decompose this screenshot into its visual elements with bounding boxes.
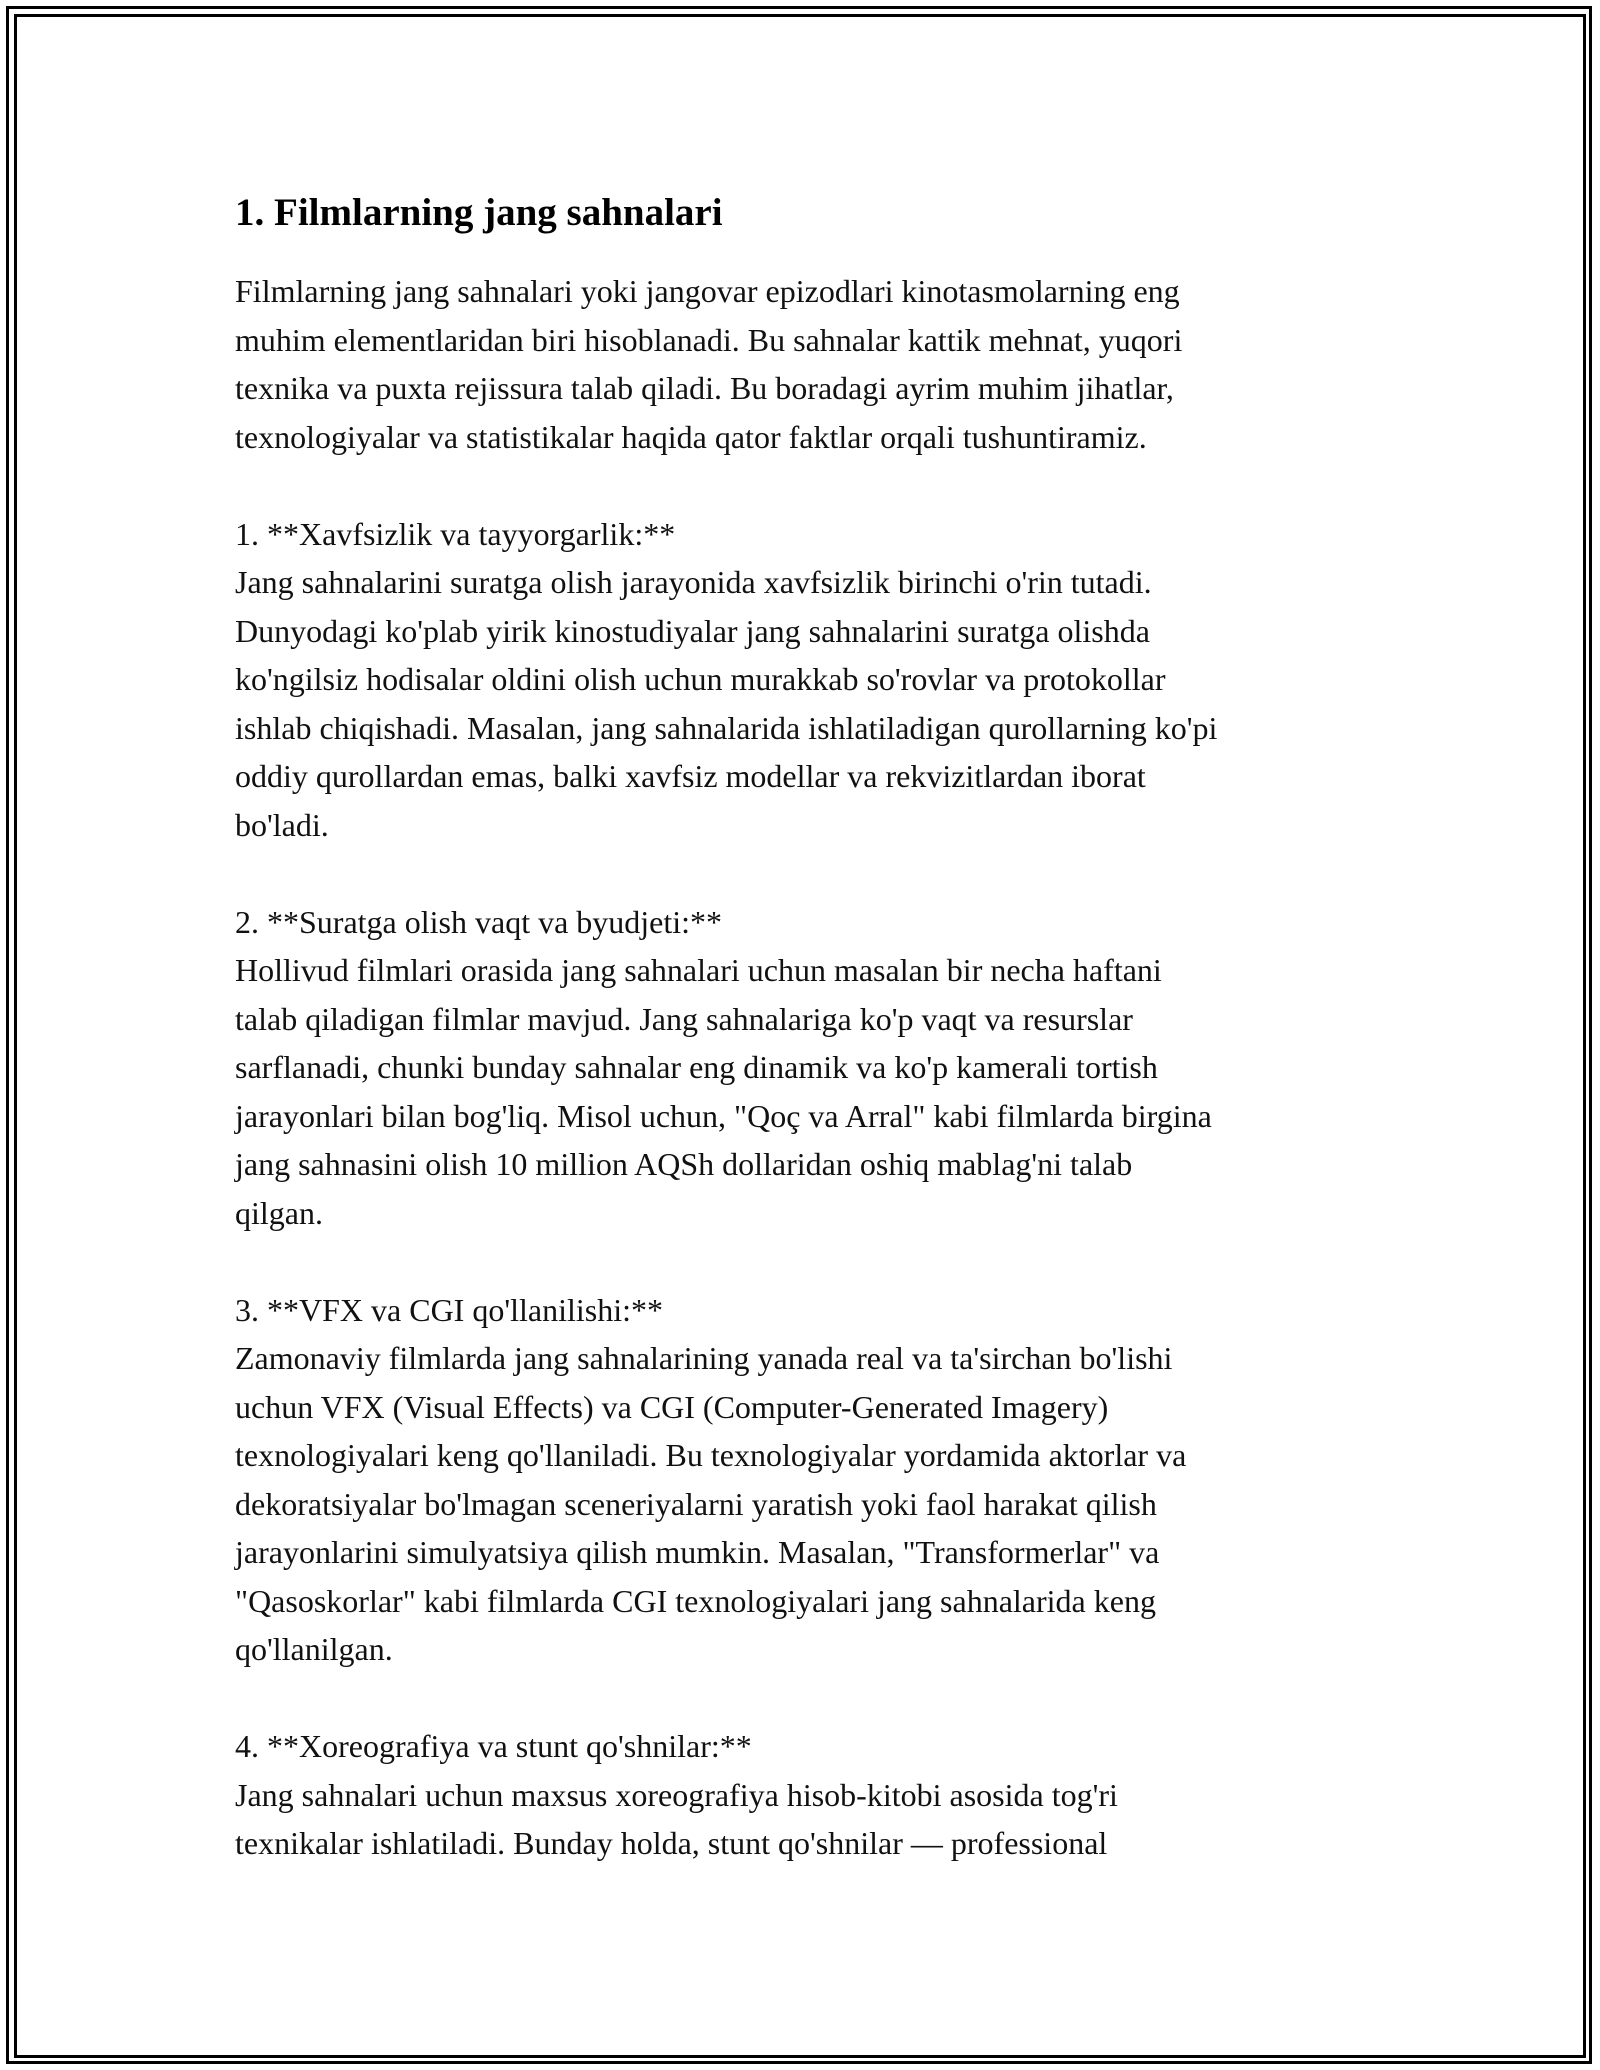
section-2-body: Hollivud filmlari orasida jang sahnalari uchun masalan bir necha haftani talab qiladigan filmlar mavjud. Jang sahnalariga ko'p vaqt va resurslar sarflanadi, chunki bunday sahnalar eng dinamik va ko'p kamerali tortish jarayonlari bilan bog'liq. Misol uchun, "Qoç va Arral" kabi filmlarda birgina jang sahnasini olish 10 million AQSh dollaridan oshiq mablag'ni talab qilgan. bbox=[235, 952, 1212, 1231]
section-1-heading: 1. **Xavfsizlik va tayyorgarlik:** bbox=[235, 515, 676, 552]
section-1-body: Jang sahnalarini suratga olish jarayonida xavfsizlik birinchi o'rin tutadi. Dunyodagi ko'plab yirik kinostudiyalar jang sahnalarini suratga olishda ko'ngilsiz hodisalar oldini olish uchun murakkab so'rovlar va protokollar ishlab chiqishadi. Masalan, jang sahnalarida ishlatiladigan qurollarning ko'pi oddiy qurollardan emas, balki xavfsiz modellar va rekvizitlardan iborat bo'ladi. bbox=[235, 564, 1218, 843]
paragraph-gap bbox=[235, 461, 1375, 510]
paragraph-gap bbox=[235, 849, 1375, 898]
document-body bbox=[235, 185, 1375, 1868]
section-3-heading: 3. **VFX va CGI qo'llanilishi:** bbox=[235, 1291, 663, 1328]
paragraph-gap bbox=[235, 1674, 1375, 1723]
intro-paragraph: Filmlarning jang sahnalari yoki jangovar epizodlari kinotasmolarning eng muhim elementlaridan biri hisoblanadi. Bu sahnalar kattik mehnat, yuqori texnika va puxta rejissura talab qiladi. Bu boradagi ayrim muhim jihatlar, texnologiyalar va statistikalar haqida qator faktlar orqali tushuntiramiz. bbox=[235, 273, 1183, 455]
section-4-heading: 4. **Xoreografiya va stunt qo'shnilar:** bbox=[235, 1728, 752, 1764]
paragraph-gap bbox=[235, 1237, 1375, 1286]
section-4-body: Jang sahnalari uchun maxsus xoreografiya hisob-kitobi asosida tog'ri texnikalar ishlatiladi. Bunday holda, stunt qo'shnilar — professional bbox=[235, 1776, 1118, 1861]
section-3-body: Zamonaviy filmlarda jang sahnalarining yanada real va ta'sirchan bo'lishi uchun VFX (Visual Effects) va CGI (Computer-Generated Imagery) texnologiyalari keng qo'llaniladi. Bu texnologiyalar yordamida aktorlar va dekoratsiyalar bo'lmagan sceneriyalarni yaratish yoki faol harakat qilish jarayonlarini simulyatsiya qilish mumkin. Masalan, "Transformerlar" va "Qasoskorlar" kabi filmlarda CGI texnologiyalari jang sahnalarida keng qo'llanilgan. bbox=[235, 1340, 1187, 1667]
document-title: 1. Filmlarning jang sahnalari bbox=[235, 191, 723, 234]
section-2-heading: 2. **Suratga olish vaqt va byudjeti:** bbox=[235, 903, 723, 940]
